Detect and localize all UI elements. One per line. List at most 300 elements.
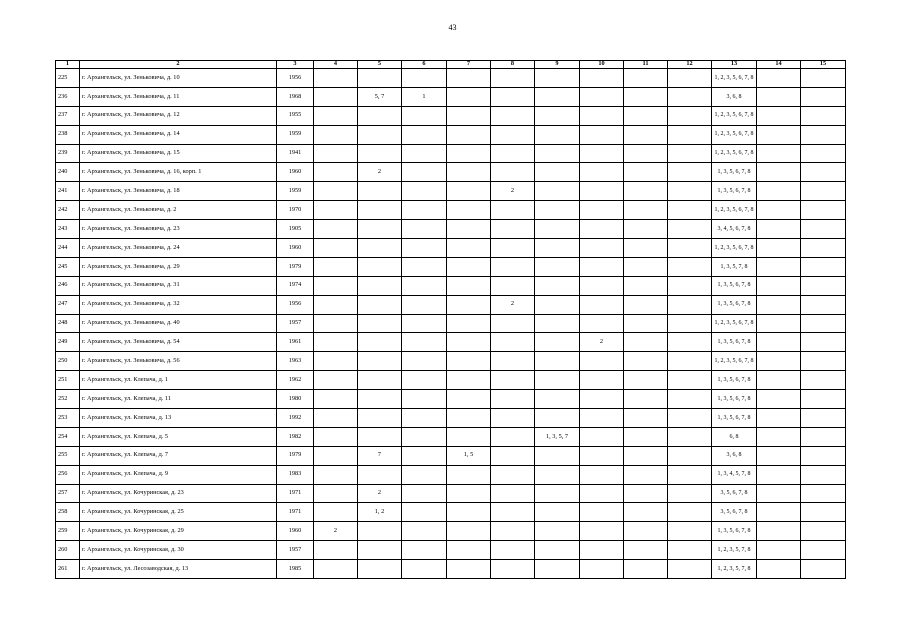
table-cell — [757, 144, 801, 163]
table-cell — [535, 276, 580, 295]
table-cell: 257 — [56, 484, 80, 503]
table-cell: 245 — [56, 257, 80, 276]
table-cell — [757, 295, 801, 314]
table-cell — [668, 352, 712, 371]
table-cell — [447, 182, 491, 201]
table-cell — [757, 125, 801, 144]
table-cell — [624, 276, 668, 295]
table-cell — [801, 446, 846, 465]
table-cell — [314, 125, 358, 144]
table-cell — [447, 484, 491, 503]
table-cell: 236 — [56, 87, 80, 106]
table-cell — [580, 314, 624, 333]
table-cell: г. Архангельск, ул. Клепача, д. 5 — [80, 427, 277, 446]
table-cell: 253 — [56, 409, 80, 428]
table-cell — [535, 409, 580, 428]
table-cell — [757, 182, 801, 201]
table-cell — [624, 503, 668, 522]
table-cell — [535, 333, 580, 352]
table-cell — [314, 220, 358, 239]
table-cell — [624, 257, 668, 276]
table-cell — [402, 446, 447, 465]
table-cell: г. Архангельск, ул. Зеньковича, д. 40 — [80, 314, 277, 333]
table-cell — [402, 409, 447, 428]
table-cell: 2 — [491, 295, 535, 314]
table-row — [56, 87, 846, 106]
table-cell — [757, 503, 801, 522]
table-cell: 255 — [56, 446, 80, 465]
table-cell — [535, 484, 580, 503]
table-cell — [624, 409, 668, 428]
table-cell — [757, 220, 801, 239]
table-cell: 258 — [56, 503, 80, 522]
table-cell — [801, 352, 846, 371]
table-cell — [314, 276, 358, 295]
table-cell — [491, 106, 535, 125]
table-row — [56, 201, 846, 220]
building-registry-table — [55, 60, 846, 579]
table-cell — [447, 333, 491, 352]
table-cell: 1, 3, 4, 5, 7, 8 — [712, 465, 757, 484]
table-cell: 259 — [56, 522, 80, 541]
table-cell — [491, 333, 535, 352]
table-cell — [801, 427, 846, 446]
table-cell: 1, 2, 3, 5, 6, 7, 8 — [712, 69, 757, 88]
table-cell — [447, 106, 491, 125]
table-cell: 1, 2, 3, 5, 6, 7, 8 — [712, 314, 757, 333]
column-header: 5 — [358, 61, 402, 69]
table-cell: 1961 — [277, 333, 314, 352]
column-header: 10 — [580, 61, 624, 69]
table-cell — [402, 484, 447, 503]
table-cell — [402, 106, 447, 125]
table-cell — [447, 314, 491, 333]
table-cell — [624, 163, 668, 182]
table-cell — [491, 446, 535, 465]
table-cell — [668, 201, 712, 220]
table-cell — [491, 125, 535, 144]
table-cell — [624, 239, 668, 258]
column-header: 11 — [624, 61, 668, 69]
table-cell — [801, 87, 846, 106]
table-cell: 1, 3, 5, 6, 7, 8 — [712, 409, 757, 428]
table-cell — [447, 541, 491, 560]
table-cell — [358, 106, 402, 125]
table-cell — [402, 144, 447, 163]
table-cell: г. Архангельск, ул. Зеньковича, д. 12 — [80, 106, 277, 125]
table-cell — [801, 295, 846, 314]
table-cell: г. Архангельск, ул. Зеньковича, д. 14 — [80, 125, 277, 144]
table-cell — [668, 182, 712, 201]
table-cell: 249 — [56, 333, 80, 352]
table-cell — [801, 503, 846, 522]
table-cell: г. Архангельск, ул. Кочуринская, д. 30 — [80, 541, 277, 560]
table-cell — [491, 163, 535, 182]
table-cell: г. Архангельск, ул. Кочуринская, д. 25 — [80, 503, 277, 522]
table-cell: г. Архангельск, ул. Кочуринская, д. 29 — [80, 522, 277, 541]
table-cell — [668, 163, 712, 182]
table-cell — [580, 125, 624, 144]
table-cell — [535, 503, 580, 522]
table-cell — [491, 427, 535, 446]
table-cell — [580, 257, 624, 276]
table-cell: 251 — [56, 371, 80, 390]
table-cell — [624, 446, 668, 465]
table-cell — [801, 560, 846, 579]
table-cell — [668, 503, 712, 522]
table-cell — [491, 69, 535, 88]
table-cell — [447, 409, 491, 428]
table-cell — [314, 144, 358, 163]
table-cell: 1, 3, 5, 7 — [535, 427, 580, 446]
table-cell — [757, 69, 801, 88]
table-cell — [402, 427, 447, 446]
table-cell — [801, 465, 846, 484]
table-header-row — [56, 61, 846, 69]
table-cell: 1, 2, 3, 5, 6, 7, 8 — [712, 352, 757, 371]
table-cell — [447, 69, 491, 88]
table-cell: 242 — [56, 201, 80, 220]
table-cell — [402, 503, 447, 522]
table-cell — [580, 87, 624, 106]
table-cell — [668, 314, 712, 333]
table-cell — [668, 144, 712, 163]
table-cell — [668, 409, 712, 428]
table-cell: 1979 — [277, 257, 314, 276]
table-cell — [314, 314, 358, 333]
table-cell — [535, 352, 580, 371]
table-row — [56, 390, 846, 409]
table-row — [56, 541, 846, 560]
table-row — [56, 465, 846, 484]
column-header: 15 — [801, 61, 846, 69]
table-cell — [757, 371, 801, 390]
table-cell — [402, 182, 447, 201]
table-cell — [314, 87, 358, 106]
table-cell — [535, 125, 580, 144]
table-cell: 261 — [56, 560, 80, 579]
table-row — [56, 257, 846, 276]
table-cell: 1941 — [277, 144, 314, 163]
table-cell — [402, 541, 447, 560]
table-cell: 1960 — [277, 163, 314, 182]
table-cell: 1974 — [277, 276, 314, 295]
table-cell — [580, 182, 624, 201]
table-row — [56, 69, 846, 88]
column-header: 7 — [447, 61, 491, 69]
table-cell — [580, 465, 624, 484]
table-cell — [402, 125, 447, 144]
table-cell — [668, 69, 712, 88]
column-header: 6 — [402, 61, 447, 69]
table-cell — [580, 144, 624, 163]
table-cell — [580, 446, 624, 465]
table-cell — [535, 314, 580, 333]
table-cell: 246 — [56, 276, 80, 295]
table-cell — [580, 106, 624, 125]
table-cell — [624, 352, 668, 371]
table-cell — [358, 465, 402, 484]
table-cell — [314, 465, 358, 484]
table-cell: 1982 — [277, 427, 314, 446]
table-cell: 252 — [56, 390, 80, 409]
column-header: 14 — [757, 61, 801, 69]
table-cell — [447, 144, 491, 163]
page-number: 43 — [448, 23, 457, 32]
table-cell — [491, 371, 535, 390]
table-cell: г. Архангельск, ул. Клепача, д. 11 — [80, 390, 277, 409]
table-cell — [624, 522, 668, 541]
table-cell — [535, 295, 580, 314]
table-cell — [358, 182, 402, 201]
table-cell — [447, 390, 491, 409]
table-cell — [580, 276, 624, 295]
table-cell: 1, 2, 3, 5, 6, 7, 8 — [712, 201, 757, 220]
table-cell — [801, 106, 846, 125]
table-row — [56, 220, 846, 239]
table-cell — [491, 390, 535, 409]
table-cell: 1, 2, 3, 5, 7, 8 — [712, 541, 757, 560]
table-cell — [624, 560, 668, 579]
table-cell: 1 — [402, 87, 447, 106]
table-cell — [314, 295, 358, 314]
table-cell: г. Архангельск, ул. Зеньковича, д. 31 — [80, 276, 277, 295]
table-cell — [358, 295, 402, 314]
table-cell — [314, 201, 358, 220]
table-cell — [535, 522, 580, 541]
table-cell — [801, 541, 846, 560]
table-cell: г. Архангельск, ул. Зеньковича, д. 10 — [80, 69, 277, 88]
table-cell: 1, 3, 5, 7, 8 — [712, 257, 757, 276]
table-cell — [402, 201, 447, 220]
table-cell — [580, 522, 624, 541]
table-cell — [801, 125, 846, 144]
table-cell: 1, 3, 5, 6, 7, 8 — [712, 295, 757, 314]
table-cell: 1, 2, 3, 5, 6, 7, 8 — [712, 239, 757, 258]
table-cell — [358, 276, 402, 295]
table-cell — [668, 276, 712, 295]
table-row — [56, 276, 846, 295]
table-cell — [358, 125, 402, 144]
table-cell: г. Архангельск, ул. Зеньковича, д. 23 — [80, 220, 277, 239]
table-cell: г. Архангельск, ул. Зеньковича, д. 54 — [80, 333, 277, 352]
table-cell — [447, 295, 491, 314]
table-cell — [801, 522, 846, 541]
table-cell: 1956 — [277, 69, 314, 88]
table-cell: 1, 3, 5, 6, 7, 8 — [712, 163, 757, 182]
table-cell — [358, 144, 402, 163]
table-cell — [801, 276, 846, 295]
table-cell: 240 — [56, 163, 80, 182]
table-cell — [757, 333, 801, 352]
table-cell — [491, 257, 535, 276]
table-cell — [757, 201, 801, 220]
table-cell — [580, 295, 624, 314]
table-row — [56, 239, 846, 258]
table-cell — [358, 257, 402, 276]
table-cell: 1, 3, 5, 6, 7, 8 — [712, 182, 757, 201]
table-cell — [314, 409, 358, 428]
table-cell — [580, 409, 624, 428]
table-cell: г. Архангельск, ул. Зеньковича, д. 2 — [80, 201, 277, 220]
table-cell — [491, 276, 535, 295]
table-cell: 3, 6, 8 — [712, 87, 757, 106]
table-cell — [624, 427, 668, 446]
table-cell — [314, 257, 358, 276]
table-cell — [668, 390, 712, 409]
table-cell: 250 — [56, 352, 80, 371]
table-cell — [668, 333, 712, 352]
table-cell — [624, 69, 668, 88]
table-cell — [447, 352, 491, 371]
table-cell — [624, 182, 668, 201]
table-cell — [801, 163, 846, 182]
table-cell: 225 — [56, 69, 80, 88]
table-cell: 1955 — [277, 106, 314, 125]
table-cell — [757, 560, 801, 579]
table-cell — [668, 125, 712, 144]
table-cell — [314, 352, 358, 371]
table-cell — [801, 314, 846, 333]
table-cell — [447, 522, 491, 541]
table-cell: г. Архангельск, ул. Зеньковича, д. 18 — [80, 182, 277, 201]
table-cell — [535, 541, 580, 560]
table-cell — [580, 371, 624, 390]
table-cell — [535, 371, 580, 390]
table-cell — [402, 390, 447, 409]
table-cell — [624, 220, 668, 239]
table-cell — [757, 352, 801, 371]
table-cell: 256 — [56, 465, 80, 484]
table-cell — [314, 560, 358, 579]
table-cell — [668, 560, 712, 579]
table-cell — [757, 87, 801, 106]
table-cell — [535, 239, 580, 258]
table-cell: 243 — [56, 220, 80, 239]
table-cell — [624, 314, 668, 333]
table-cell — [624, 333, 668, 352]
table-cell — [757, 541, 801, 560]
table-cell — [491, 503, 535, 522]
table-cell — [358, 220, 402, 239]
table-cell: г. Архангельск, ул. Клепача, д. 7 — [80, 446, 277, 465]
table-cell — [358, 560, 402, 579]
table-cell — [314, 182, 358, 201]
table-cell — [314, 333, 358, 352]
table-cell — [668, 220, 712, 239]
table-cell: 1, 2, 3, 5, 6, 7, 8 — [712, 144, 757, 163]
table-cell — [624, 201, 668, 220]
table-cell: 1, 3, 5, 6, 7, 8 — [712, 276, 757, 295]
table-cell: 1970 — [277, 201, 314, 220]
table-cell — [580, 560, 624, 579]
table-cell: 2 — [358, 163, 402, 182]
table-cell — [358, 333, 402, 352]
table-cell: 1, 2 — [358, 503, 402, 522]
table-cell — [801, 333, 846, 352]
table-cell — [447, 220, 491, 239]
table-row — [56, 182, 846, 201]
table-cell — [580, 201, 624, 220]
table-cell: 2 — [314, 522, 358, 541]
table-cell — [668, 257, 712, 276]
table-cell — [580, 69, 624, 88]
column-header: 9 — [535, 61, 580, 69]
table-cell — [757, 257, 801, 276]
table-cell — [757, 409, 801, 428]
table-cell — [535, 446, 580, 465]
table-cell — [358, 239, 402, 258]
table-row — [56, 163, 846, 182]
table-cell — [757, 390, 801, 409]
table-cell — [314, 541, 358, 560]
table-cell — [624, 106, 668, 125]
table-cell: 1, 3, 5, 6, 7, 8 — [712, 333, 757, 352]
table-cell — [358, 409, 402, 428]
table-cell: 254 — [56, 427, 80, 446]
table-cell — [491, 314, 535, 333]
table-cell — [801, 144, 846, 163]
table-cell: г. Архангельск, ул. Зеньковича, д. 32 — [80, 295, 277, 314]
table-cell — [358, 371, 402, 390]
column-header: 1 — [56, 61, 80, 69]
table-cell — [402, 220, 447, 239]
table-row — [56, 427, 846, 446]
table-cell — [757, 446, 801, 465]
table-cell: 1956 — [277, 295, 314, 314]
table-cell: 6, 8 — [712, 427, 757, 446]
table-cell — [801, 390, 846, 409]
table-row — [56, 409, 846, 428]
table-cell — [580, 390, 624, 409]
table-cell — [447, 201, 491, 220]
table-cell — [580, 427, 624, 446]
table-cell: 260 — [56, 541, 80, 560]
table-cell — [757, 465, 801, 484]
table-cell: г. Архангельск, ул. Кочуринская, д. 23 — [80, 484, 277, 503]
table-cell — [447, 163, 491, 182]
table-row — [56, 125, 846, 144]
table-cell — [491, 144, 535, 163]
table-cell: 237 — [56, 106, 80, 125]
table-cell — [491, 239, 535, 258]
table-cell — [668, 295, 712, 314]
table-cell: 1905 — [277, 220, 314, 239]
table-cell — [491, 465, 535, 484]
table-cell: 1979 — [277, 446, 314, 465]
table-cell — [535, 465, 580, 484]
table-cell: г. Архангельск, ул. Лесозаводская, д. 13 — [80, 560, 277, 579]
table-cell — [491, 87, 535, 106]
table-cell — [402, 314, 447, 333]
table-cell: г. Архангельск, ул. Зеньковича, д. 24 — [80, 239, 277, 258]
table-cell — [358, 390, 402, 409]
table-cell: 1971 — [277, 503, 314, 522]
table-cell: 1985 — [277, 560, 314, 579]
table-cell — [580, 541, 624, 560]
table-cell — [580, 484, 624, 503]
table-cell — [801, 371, 846, 390]
table-cell — [668, 484, 712, 503]
table-cell: 3, 6, 8 — [712, 446, 757, 465]
table-cell: г. Архангельск, ул. Зеньковича, д. 16, корп. 1 — [80, 163, 277, 182]
table-cell — [402, 560, 447, 579]
table-cell — [402, 522, 447, 541]
table-cell — [314, 484, 358, 503]
table-cell — [801, 182, 846, 201]
table-cell: г. Архангельск, ул. Клепача, д. 9 — [80, 465, 277, 484]
table-cell — [402, 465, 447, 484]
